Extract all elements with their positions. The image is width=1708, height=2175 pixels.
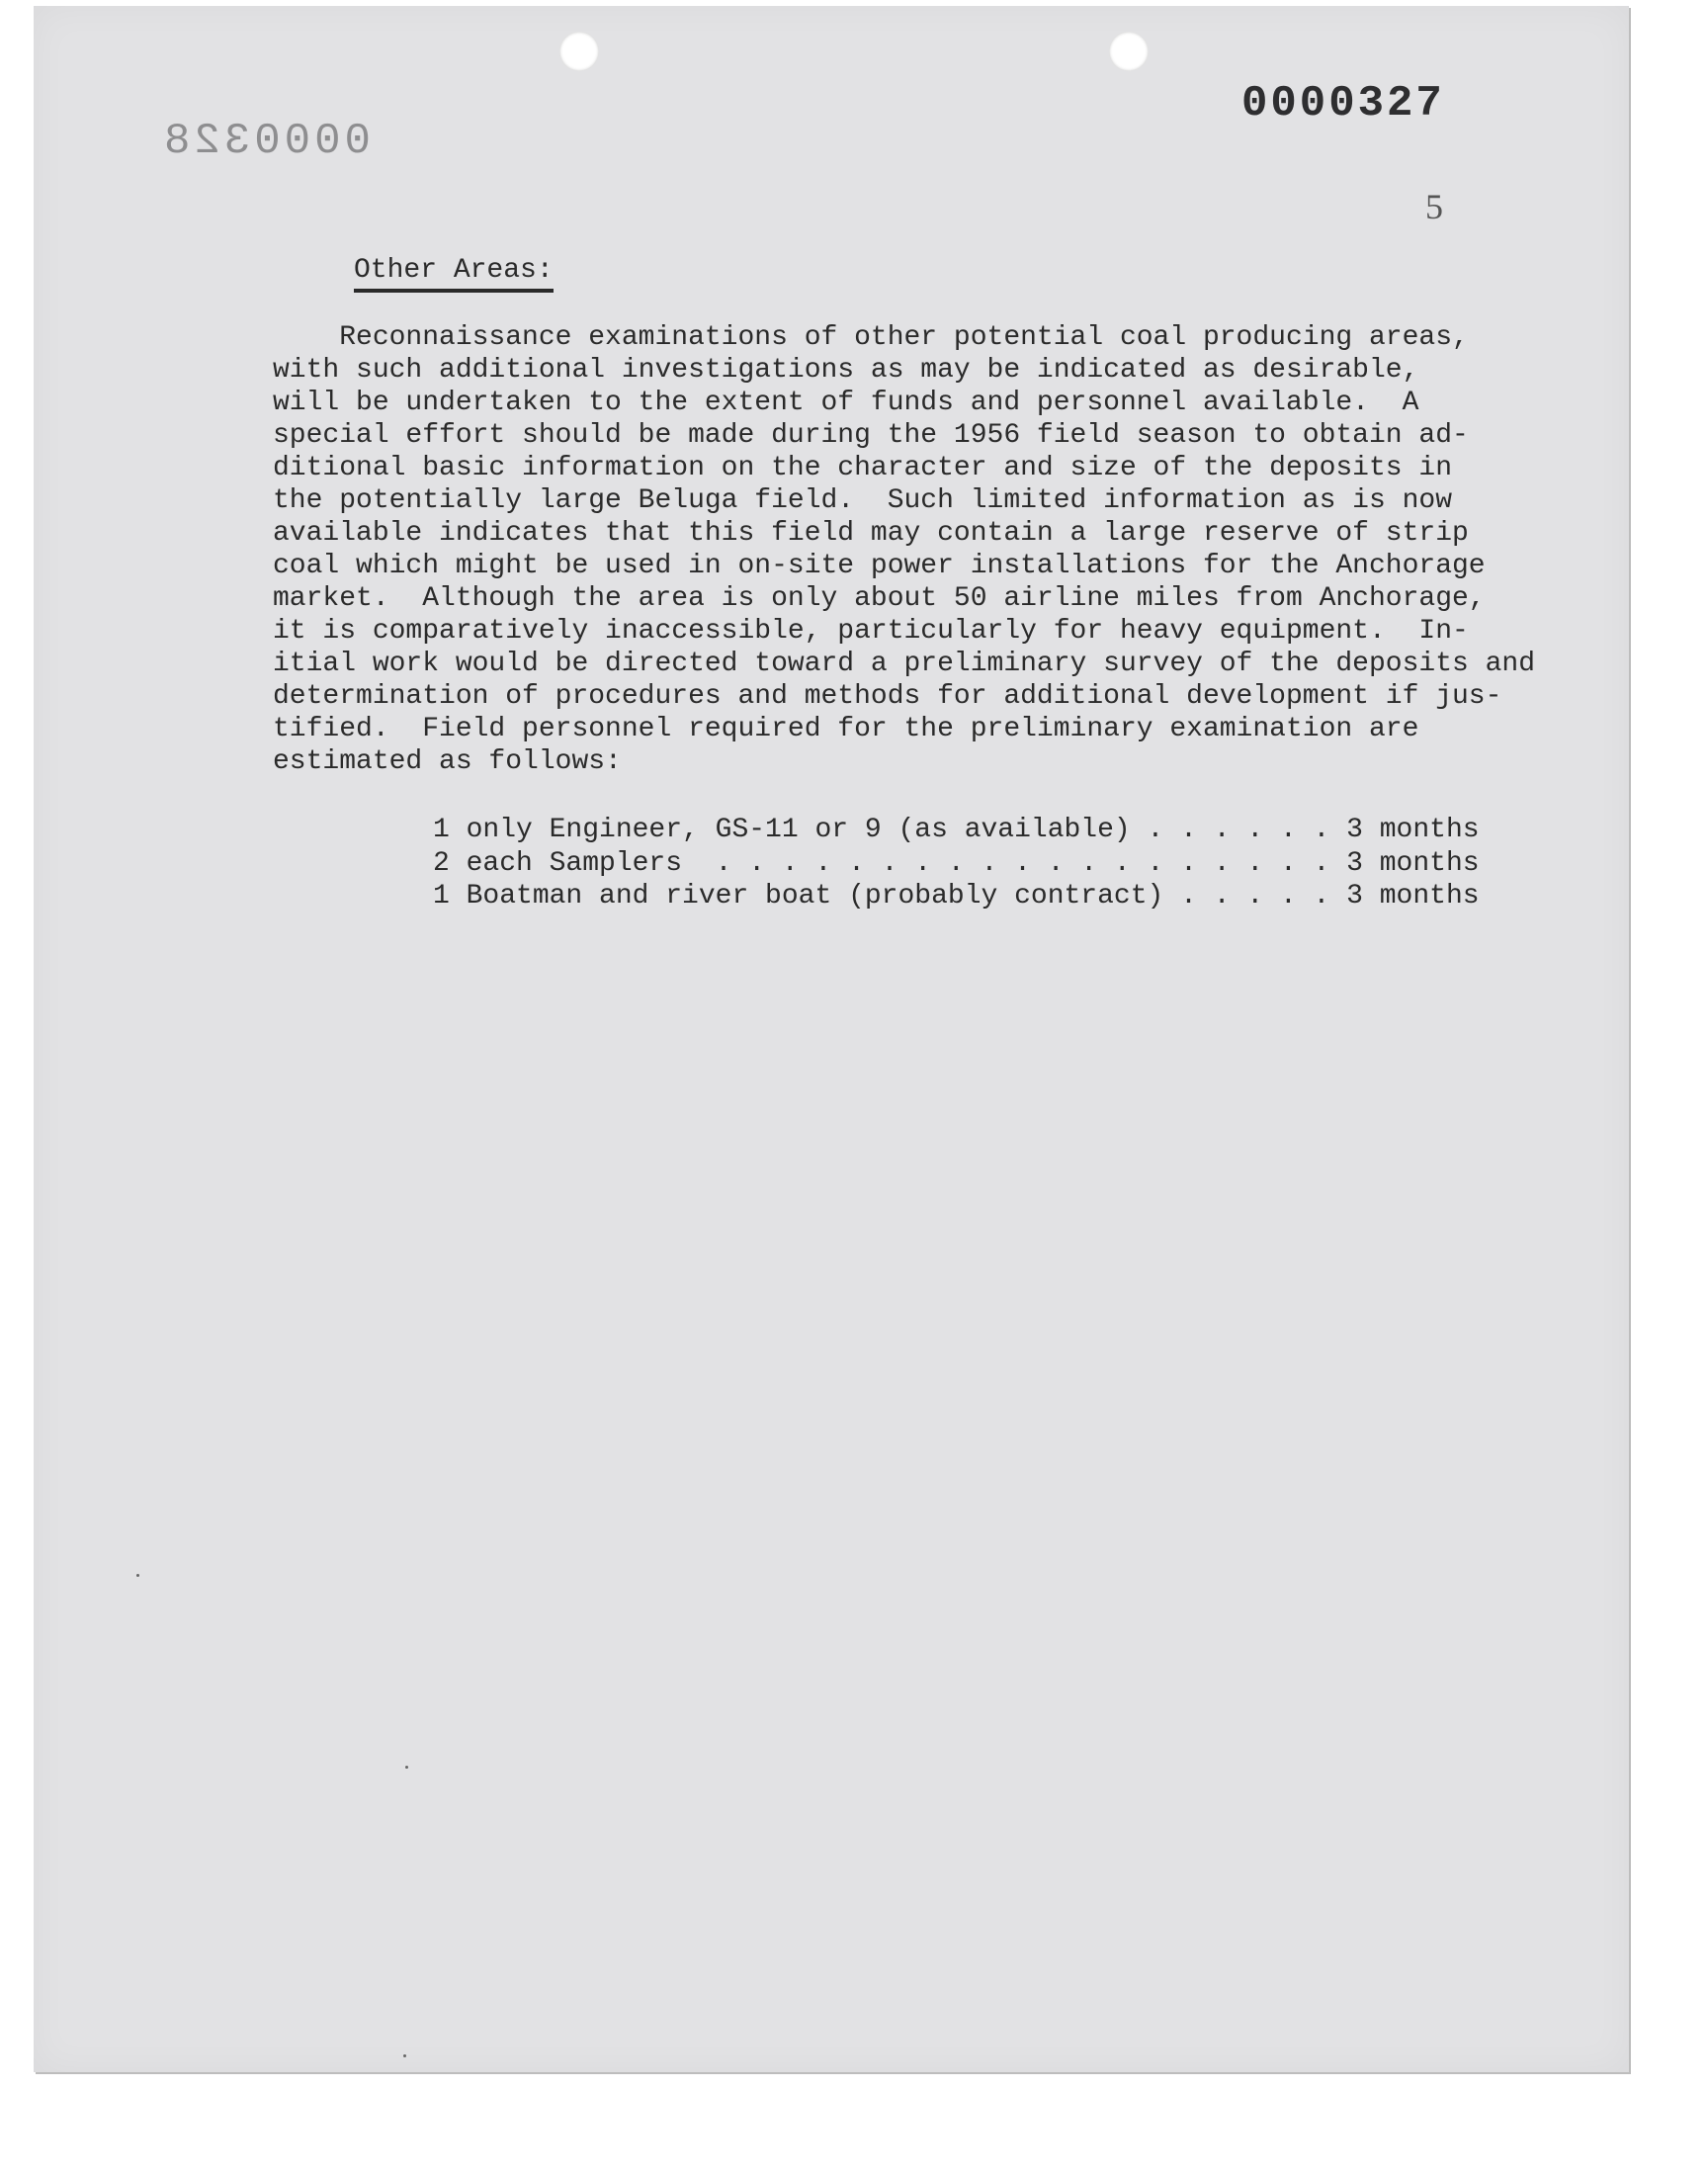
personnel-item: 2 each Samplers . . . . . . . . . . . . . . . . . . . 3 months: [433, 848, 1480, 879]
document-page: [34, 6, 1629, 2072]
paragraph-line: itial work would be directed toward a preliminary survey of the deposits and: [273, 649, 1536, 679]
bleed-through-number: 0000328: [160, 117, 371, 166]
personnel-item: 1 Boatman and river boat (probably contract) . . . . . 3 months: [433, 881, 1480, 912]
page-number: 5: [1425, 187, 1443, 226]
section-heading: Other Areas:: [354, 255, 554, 286]
paragraph-line: coal which might be used in on-site power installations for the Anchorage: [273, 551, 1486, 581]
paragraph-line: determination of procedures and methods for additional development if jus-: [273, 681, 1502, 712]
paragraph-line: the potentially large Beluga field. Such limited information as is now: [273, 485, 1452, 516]
paragraph-line: special effort should be made during the 1956 field season to obtain ad-: [273, 420, 1469, 451]
paragraph-line: estimated as follows:: [273, 746, 622, 777]
margin-speck: [136, 1574, 139, 1577]
paragraph-line: market. Although the area is only about 50 airline miles from Anchorage,: [273, 583, 1486, 614]
document-id-stamp: 0000327: [1241, 79, 1445, 129]
paragraph-line: available indicates that this field may contain a large reserve of strip: [273, 518, 1469, 549]
heading-underline: [354, 289, 554, 293]
paragraph-line: will be undertaken to the extent of funds and personnel available. A: [273, 388, 1419, 418]
margin-speck: [403, 2054, 406, 2057]
margin-speck: [405, 1766, 408, 1769]
personnel-item: 1 only Engineer, GS-11 or 9 (as available) . . . . . . 3 months: [433, 815, 1480, 845]
paragraph-line: Reconnaissance examinations of other potential coal producing areas,: [273, 322, 1469, 353]
punch-hole-left: [559, 32, 599, 71]
paragraph-line: with such additional investigations as may be indicated as desirable,: [273, 355, 1419, 386]
punch-hole-right: [1109, 32, 1149, 71]
paragraph-line: ditional basic information on the character and size of the deposits in: [273, 453, 1452, 483]
paragraph-line: tified. Field personnel required for the preliminary examination are: [273, 714, 1419, 744]
paragraph-line: it is comparatively inaccessible, particularly for heavy equipment. In-: [273, 616, 1469, 647]
